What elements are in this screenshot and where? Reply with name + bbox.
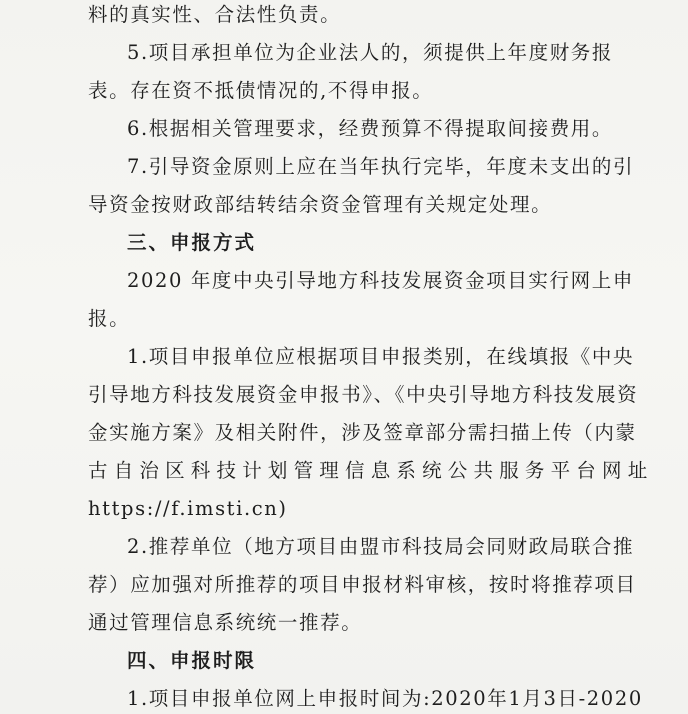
section-heading-3: 三、申报方式 [127,231,257,254]
section-heading-4: 四、申报时限 [127,649,257,672]
text-line-13: 2.推荐单位（地方项目由盟市科技局会同财政局联合推 [127,535,635,558]
text-line-3: 表。存在资不抵债情况的,不得申报。 [88,79,434,102]
text-line-7: 2020 年度中央引导地方科技发展资金项目实行网上申 [127,269,634,292]
text-line-10: 引导地方科技发展资金申报书》、《中央引导地方科技发展资 [88,383,639,406]
url-line: https://f.imsti.cn) [88,497,288,520]
text-line-15: 通过管理信息系统统一推荐。 [88,611,363,634]
text-line-4: 6.根据相关管理要求，经费预算不得提取间接费用。 [127,117,614,140]
text-line-12: 古自治区科技计划管理信息系统公共服务平台网址 [88,459,654,482]
text-line-16: 1.项目申报单位网上申报时间为:2020年1月3日-2020 [127,687,643,710]
text-line-14: 荐）应加强对所推荐的项目申报材料审核，按时将推荐项目 [88,573,637,596]
text-line-6: 导资金按财政部结转结余资金管理有关规定处理。 [88,193,553,216]
text-line-11: 金实施方案》及相关附件，涉及签章部分需扫描上传（内蒙 [88,421,637,444]
text-line-9: 1.项目申报单位应根据项目申报类别，在线填报《中央 [127,345,635,368]
text-line-5: 7.引导资金原则上应在当年执行完毕，年度未支出的引 [127,155,635,178]
text-line-8: 报。 [88,307,131,330]
text-line-1: 料的真实性、合法性负责。 [88,3,342,26]
text-line-2: 5.项目承担单位为企业法人的，须提供上年度财务报 [127,41,614,64]
